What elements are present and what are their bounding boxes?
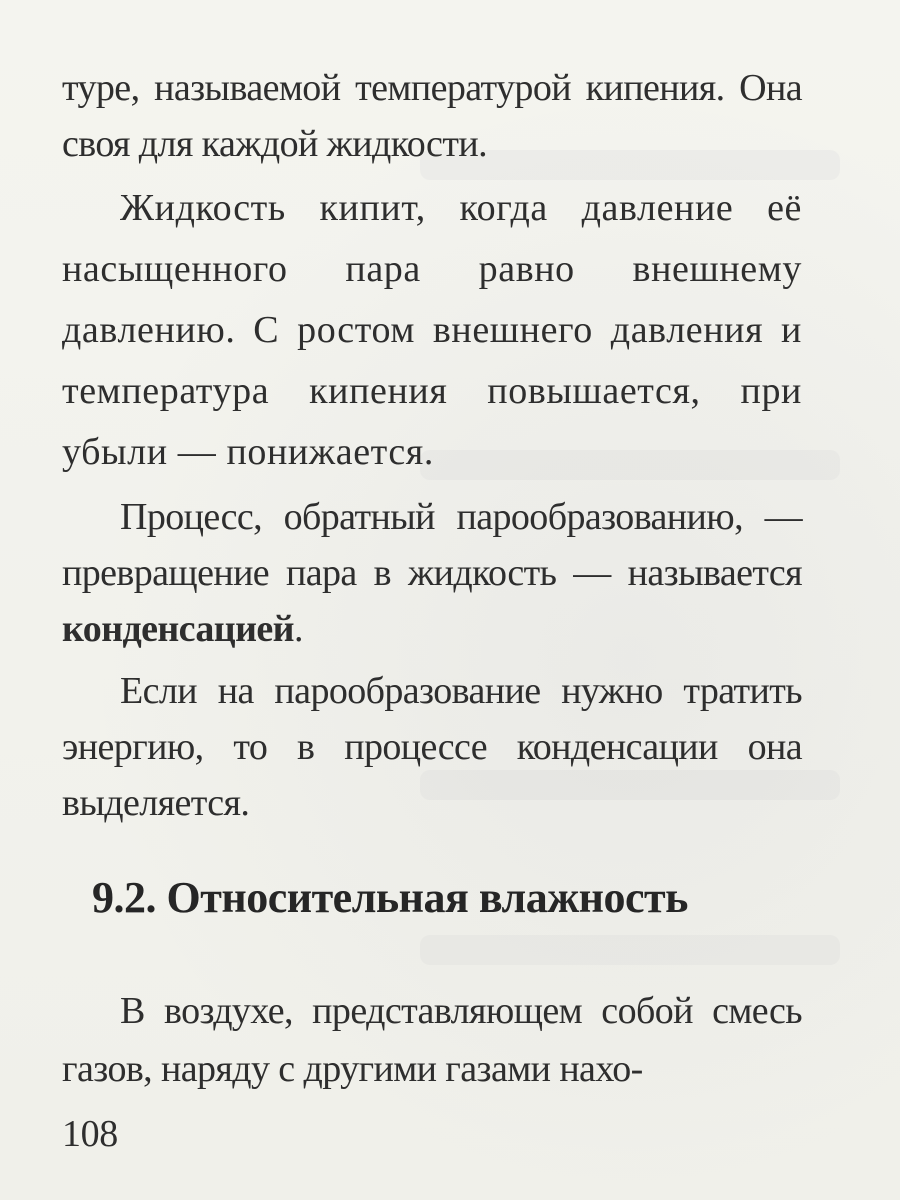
section-body [62, 982, 802, 1098]
paragraph-2: Жидкость кипит, когда давление её насыщенного пара равно внешнему давлению. С ростом внешнего давления и температура кипения повышается, при убыли — понижается. [62, 187, 802, 473]
term-condensation: конденсацией [62, 608, 294, 650]
paragraph-3-end: . [293, 608, 303, 650]
paragraph-4: Если на парообразование нужно тратить энергию, то в процессе конденсации она выделяется. [62, 670, 802, 824]
paragraph-1: туре, называемой температурой кипения. Она своя для каждой жидкости. [62, 67, 802, 165]
show-through-smudge [420, 935, 840, 965]
body-text [62, 60, 802, 831]
paragraph-3 [62, 489, 802, 657]
section-heading: 9.2. Относительная влажность [92, 873, 688, 922]
page-number: 108 [62, 1113, 118, 1155]
section-paragraph-1: В воздухе, представляющем собой смесь газов, наряду с другими газами нахо- [62, 990, 802, 1090]
paragraph-3-text: Процесс, обратный парообразованию, — превращение пара в жидкость — называется [62, 496, 802, 594]
